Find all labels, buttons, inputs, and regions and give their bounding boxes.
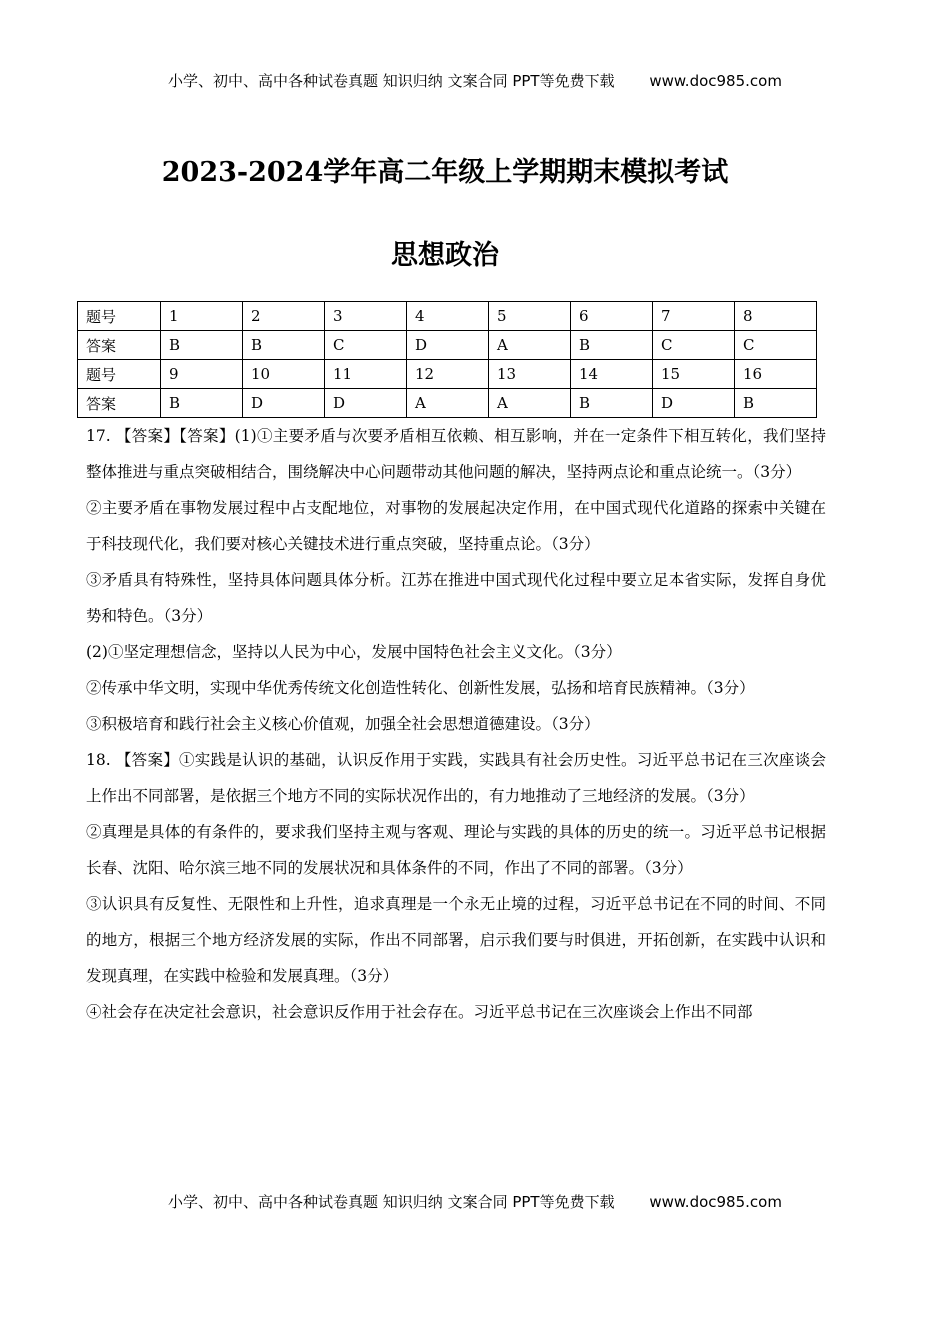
table-cell: D xyxy=(325,389,407,418)
table-cell: A xyxy=(489,331,571,360)
answer-paragraph: ②传承中华文明，实现中华优秀传统文化创造性转化、创新性发展，弘扬和培育民族精神。（3分） xyxy=(86,679,755,697)
table-cell: B xyxy=(243,331,325,360)
table-row xyxy=(78,389,817,418)
answer-paragraph: ②真理是具体的有条件的，要求我们坚持主观与客观、理论与实践的具体的历史的统一。习近平总书记根据长春、沈阳、哈尔滨三地不同的发展状况和具体条件的不同，作出了不同的部署。（3分） xyxy=(86,823,826,877)
table-cell: C xyxy=(325,331,407,360)
table-cell: 9 xyxy=(161,360,243,389)
page-footer xyxy=(0,1191,950,1212)
answer-paragraph: ②主要矛盾在事物发展过程中占支配地位，对事物的发展起决定作用，在中国式现代化道路的探索中关键在于科技现代化，我们要对核心关键技术进行重点突破，坚持重点论。（3分） xyxy=(86,499,826,553)
table-cell: 1 xyxy=(161,302,243,331)
table-cell: 4 xyxy=(407,302,489,331)
answer-paragraph: ③积极培育和践行社会主义核心价值观，加强全社会思想道德建设。（3分） xyxy=(86,715,600,733)
table-cell: 5 xyxy=(489,302,571,331)
footer-text: 小学、初中、高中各种试卷真题 知识归纳 文案合同 PPT等免费下载 xyxy=(168,1193,615,1211)
table-cell: 8 xyxy=(735,302,817,331)
table-cell: 答案 xyxy=(78,331,161,360)
table-cell: D xyxy=(243,389,325,418)
footer-site-link[interactable]: www.doc985.com xyxy=(649,1193,782,1211)
table-cell: C xyxy=(653,331,735,360)
table-cell: 6 xyxy=(571,302,653,331)
table-cell: B xyxy=(571,389,653,418)
table-cell: 3 xyxy=(325,302,407,331)
answer-table xyxy=(77,301,817,418)
header-text: 小学、初中、高中各种试卷真题 知识归纳 文案合同 PPT等免费下载 xyxy=(168,72,615,90)
table-cell: 题号 xyxy=(78,302,161,331)
table-cell: C xyxy=(735,331,817,360)
answer-content xyxy=(86,418,826,1030)
table-cell: B xyxy=(161,331,243,360)
page-header xyxy=(0,70,950,91)
table-row xyxy=(78,302,817,331)
page-title: 2023-2024学年高二年级上学期期末模拟考试 xyxy=(161,157,729,188)
table-cell: A xyxy=(489,389,571,418)
table-cell: B xyxy=(735,389,817,418)
table-cell: 14 xyxy=(571,360,653,389)
table-cell: 答案 xyxy=(78,389,161,418)
table-cell: 16 xyxy=(735,360,817,389)
header-site-link[interactable]: www.doc985.com xyxy=(649,72,782,90)
subject-title: 思想政治 xyxy=(391,240,499,271)
table-cell: 11 xyxy=(325,360,407,389)
table-cell: 7 xyxy=(653,302,735,331)
answer-paragraph: (2)①坚定理想信念，坚持以人民为中心，发展中国特色社会主义文化。（3分） xyxy=(86,643,622,661)
answer-paragraph: ④社会存在决定社会意识，社会意识反作用于社会存在。习近平总书记在三次座谈会上作出不同部 xyxy=(86,1003,753,1021)
table-cell: 题号 xyxy=(78,360,161,389)
table-cell: B xyxy=(161,389,243,418)
table-cell: A xyxy=(407,389,489,418)
table-cell: 10 xyxy=(243,360,325,389)
table-row xyxy=(78,331,817,360)
table-row xyxy=(78,360,817,389)
table-cell: D xyxy=(407,331,489,360)
table-cell: 15 xyxy=(653,360,735,389)
table-cell: 13 xyxy=(489,360,571,389)
table-cell: 12 xyxy=(407,360,489,389)
answer-paragraph: ③矛盾具有特殊性，坚持具体问题具体分析。江苏在推进中国式现代化过程中要立足本省实际，发挥自身优势和特色。（3分） xyxy=(86,571,826,625)
answer-paragraph: ③认识具有反复性、无限性和上升性，追求真理是一个永无止境的过程，习近平总书记在不同的时间、不同的地方，根据三个地方经济发展的实际，作出不同部署，启示我们要与时俱进，开拓创新，在实践中认识和发现真理，在实践中检验和发展真理。（3分） xyxy=(86,895,826,985)
table-cell: D xyxy=(653,389,735,418)
table-cell: 2 xyxy=(243,302,325,331)
table-cell: B xyxy=(571,331,653,360)
answer-paragraph: 17. 【答案】【答案】(1)①主要矛盾与次要矛盾相互依赖、相互影响，并在一定条件下相互转化，我们坚持整体推进与重点突破相结合，围绕解决中心问题带动其他问题的解决，坚持两点论和重点论统一。（3分） xyxy=(86,427,826,481)
answer-paragraph: 18. 【答案】①实践是认识的基础，认识反作用于实践，实践具有社会历史性。习近平总书记在三次座谈会上作出不同部署，是依据三个地方不同的实际状况作出的，有力地推动了三地经济的发展。（3分） xyxy=(86,751,826,805)
